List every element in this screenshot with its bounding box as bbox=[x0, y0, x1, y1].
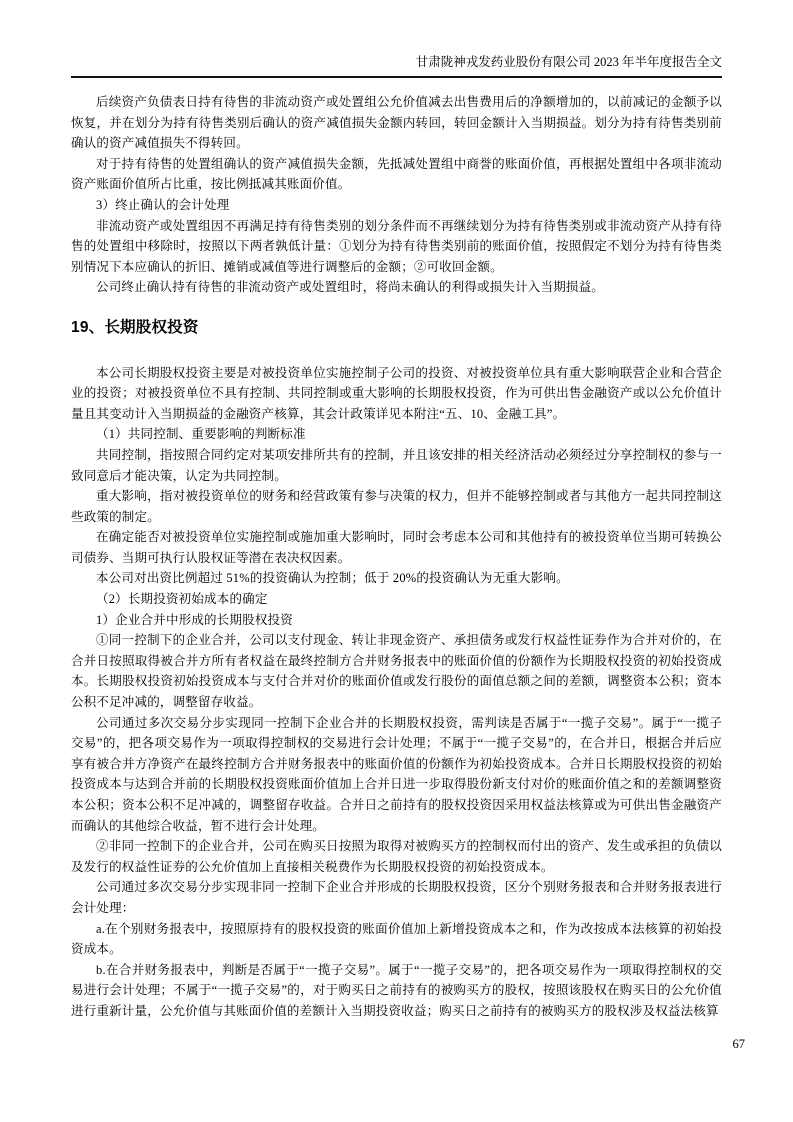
body-paragraph: 在确定能否对被投资单位实施控制或施加重大影响时，同时会考虑本公司和其他持有的被投资单位当期可转换公司债券、当期可执行认股权证等潜在表决权因素。 bbox=[71, 530, 722, 565]
body-paragraph: ①同一控制下的企业合并，公司以支付现金、转让非现金资产、承担债务或发行权益性证券作为合并对价的，在合并日按照取得被合并方所有者权益在最终控制方合并财务报表中的账面价值的份额作为长期股权投资的初始投资成本。长期股权投资初始投资成本与支付合并对价的账面价值或发行股份的面值总额之间的差额，调整资本公积；资本公积不足冲减的，调整留存收益。 bbox=[71, 633, 722, 710]
content-area bbox=[71, 92, 722, 1022]
body-paragraph: 后续资产负债表日持有待售的非流动资产或处置组公允价值减去出售费用后的净额增加的，以前减记的金额予以恢复，并在划分为持有待售类别后确认的资产减值损失金额内转回，转回金额计入当期损益。划分为持有待售类别前确认的资产减值损失不得转回。 bbox=[71, 95, 722, 151]
body-paragraph: 共同控制，指按照合同约定对某项安排所共有的控制，并且该安排的相关经济活动必须经过分享控制权的参与一致同意后才能决策，认定为共同控制。 bbox=[71, 447, 722, 483]
body-paragraph: 本公司对出资比例超过 51%的投资确认为控制；低于 20%的投资确认为无重大影响。 bbox=[96, 571, 569, 586]
body-paragraph: ②非同一控制下的企业合并，公司在购买日按照为取得对被购买方的控制权而付出的资产、发生或承担的负债以及发行的权益性证券的公允价值加上直接相关税费作为长期股权投资的初始投资成本。 bbox=[71, 839, 722, 874]
page-header bbox=[71, 54, 722, 78]
body-paragraph: 非流动资产或处置组因不再满足持有待售类别的划分条件而不再继续划分为持有待售类别或非流动资产从持有待售的处置组中移除时，按照以下两者孰低计量：①划分为持有待售类别前的账面价值，按照假定不划分为持有待售类别情况下本应确认的折旧、摊销或减值等进行调整后的金额；②可收回金额。 bbox=[71, 218, 722, 274]
list-item-label: 3）终止确认的会计处理 bbox=[96, 197, 230, 212]
section-heading: 19、长期股权投资 bbox=[71, 318, 199, 336]
body-paragraph: 重大影响，指对被投资单位的财务和经营政策有参与决策的权力，但并不能够控制或者与其他方一起共同控制这些政策的制定。 bbox=[71, 489, 722, 524]
body-paragraph: 公司通过多次交易分步实现同一控制下企业合并的长期股权投资，需判读是否属于“一揽子交易”。属于“一揽子交易”的，把各项交易作为一项取得控制权的交易进行会计处理；不属于“一揽子交易”的，在合并日，根据合并后应享有被合并方净资产在最终控制方合并财务报表中的账面价值的份额作为初始投资成本。合并日长期股权投资的初始投资成本与达到合并前的长期股权投资账面价值加上合并日进一步取得股份新支付对价的账面价值之和的差额调整资本公积；资本公积不足冲减的，调整留存收益。合并日之前持有的股权投资因采用权益法核算或为可供出售金融资产而确认的其他综合收益，暂不进行会计处理。 bbox=[71, 715, 722, 833]
page-number: 67 bbox=[732, 1037, 745, 1051]
body-paragraph: 公司通过多次交易分步实现非同一控制下企业合并形成的长期股权投资，区分个别财务报表和合并财务报表进行会计处理： bbox=[71, 880, 722, 915]
body-paragraph: a.在个别财务报表中，按照原持有的股权投资的账面价值加上新增投资成本之和，作为改按成本法核算的初始投资成本。 bbox=[71, 921, 722, 957]
body-paragraph: b.在合并财务报表中，判断是否属于“一揽子交易”。属于“一揽子交易”的，把各项交易作为一项取得控制权的交易进行会计处理；不属于“一揽子交易”的，对于购买日之前持有的被购买方的股权，按照该股权在购买日的公允价值进行重新计量，公允价值与其账面价值的差额计入当期投资收益；购买日之前持有的被购买方的股权涉及权益法核算 bbox=[71, 962, 722, 1018]
list-item-label: 1）企业合并中形成的长期股权投资 bbox=[96, 612, 293, 627]
body-paragraph: 公司终止确认持有待售的非流动资产或处置组时，将尚未确认的利得或损失计入当期损益。 bbox=[96, 280, 605, 295]
header-title: 甘肃陇神戎发药业股份有限公司 2023 年半年度报告全文 bbox=[415, 55, 722, 69]
list-item-label: （1）共同控制、重要影响的判断标准 bbox=[96, 427, 306, 442]
list-item-label: （2）长期投资初始成本的确定 bbox=[96, 592, 268, 607]
body-paragraph: 本公司长期股权投资主要是对被投资单位实施控制子公司的投资、对被投资单位具有重大影响联营企业和合营企业的投资；对被投资单位不具有控制、共同控制或重大影响的长期股权投资，作为可供出售金融资产或以公允价值计量且其变动计入当期损益的金融资产核算，其会计政策详见本附注“五、10、金融工具”。 bbox=[71, 365, 722, 421]
body-paragraph: 对于持有待售的处置组确认的资产减值损失金额，先抵减处置组中商誉的账面价值，再根据处置组中各项非流动资产账面价值所占比重，按比例抵减其账面价值。 bbox=[71, 156, 722, 192]
